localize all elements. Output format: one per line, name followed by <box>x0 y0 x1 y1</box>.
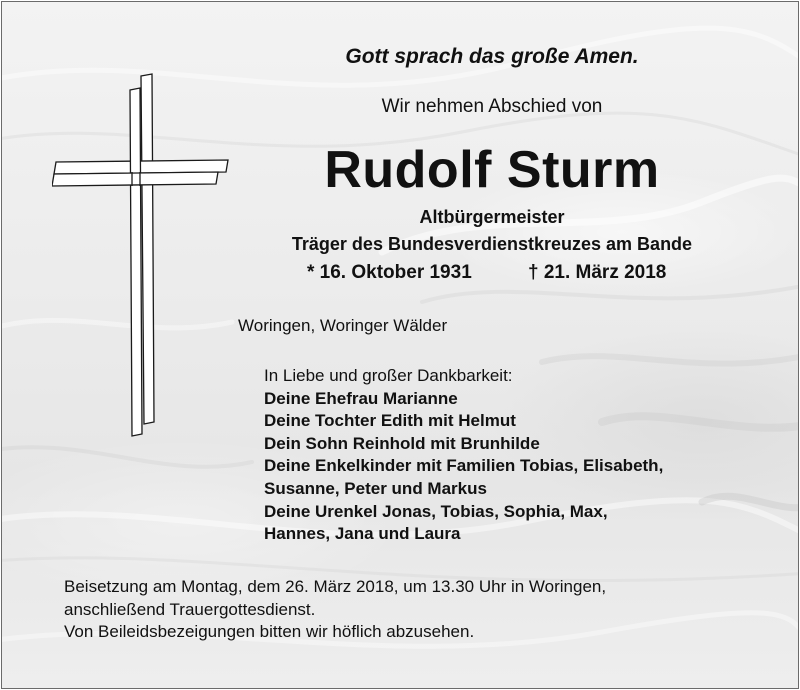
title-line: Träger des Bundesverdienstkreuzes am Bande <box>291 234 693 254</box>
mourner-line: Hannes, Jana und Laura <box>264 524 461 544</box>
title-line: Altbürgermeister <box>419 207 565 227</box>
funeral-info-line: anschließend Trauergottesdienst. <box>64 599 316 619</box>
mourner-line: Susanne, Peter und Markus <box>264 478 487 498</box>
mourner-line: Deine Tochter Edith mit Helmut <box>264 411 516 431</box>
farewell-intro: Wir nehmen Abschied von <box>381 96 603 117</box>
birth-date: * 16. Oktober 1931 <box>307 262 472 283</box>
mourners-intro: In Liebe und großer Dankbarkeit: <box>264 366 513 385</box>
mourner-line: Dein Sohn Reinhold mit Brunhilde <box>264 433 540 453</box>
funeral-info <box>64 576 764 644</box>
mourner-line: Deine Ehefrau Marianne <box>264 388 458 408</box>
funeral-info-line: Beisetzung am Montag, dem 26. März 2018, um 13.30 Uhr in Woringen, <box>64 577 607 596</box>
funeral-info-line: Von Beileidsbezeigungen bitten wir höflich abzusehen. <box>64 622 475 641</box>
deceased-name: Rudolf Sturm <box>324 141 660 199</box>
residence: Woringen, Woringer Wälder <box>238 316 448 335</box>
cross-icon <box>52 72 232 437</box>
mourners-list <box>264 365 784 546</box>
mourner-line: Deine Urenkel Jonas, Tobias, Sophia, Max, <box>264 501 608 521</box>
mourner-line: Deine Enkelkinder mit Familien Tobias, Elisabeth, <box>264 456 664 476</box>
obituary-notice <box>1 1 799 689</box>
motto: Gott sprach das große Amen. <box>345 45 639 68</box>
death-date: † 21. März 2018 <box>528 262 667 283</box>
